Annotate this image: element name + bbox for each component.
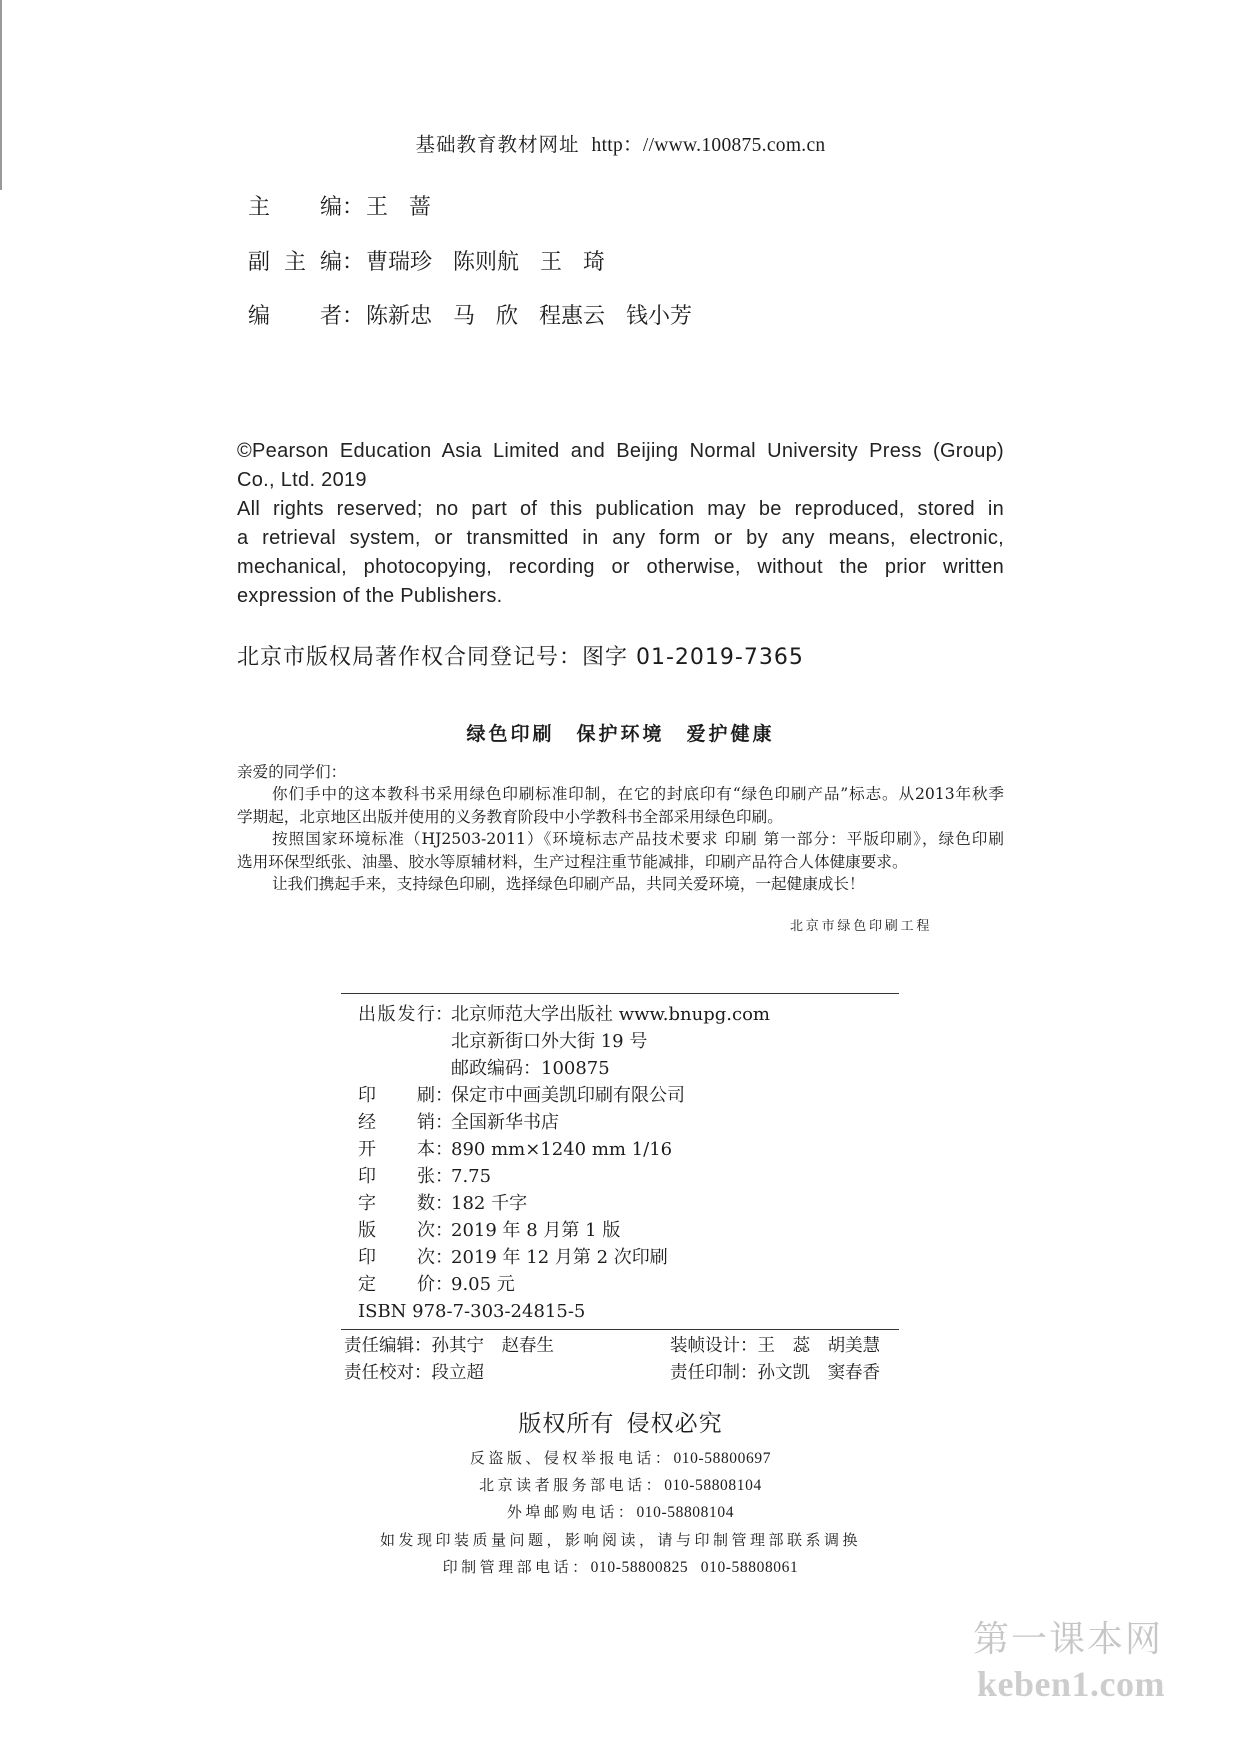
staff-label: 责任校对 bbox=[344, 1363, 414, 1383]
hotline-label: 反盗版、侵权举报电话： bbox=[469, 1449, 674, 1467]
watermark-site-url: keben1.com bbox=[977, 1664, 1165, 1704]
quality-issue-note bbox=[0, 1527, 1241, 1554]
colon: ： bbox=[435, 1220, 453, 1241]
pub-row-isbn bbox=[358, 1298, 898, 1325]
pub-label: 版 次 bbox=[358, 1220, 435, 1241]
pub-row-address bbox=[358, 1028, 898, 1055]
staff-print-supervisor bbox=[670, 1360, 880, 1387]
slogan-phrase: 保护环境 bbox=[576, 723, 665, 745]
pub-row-distributor bbox=[358, 1109, 898, 1136]
colon: ： bbox=[435, 1193, 453, 1214]
pub-label: 出版发行 bbox=[358, 1004, 435, 1025]
editor-role: 主 编 bbox=[248, 195, 342, 220]
pub-value: 全国新华书店 bbox=[451, 1112, 559, 1133]
colon: ： bbox=[414, 1363, 432, 1383]
hotline-label: 如发现印装质量问题，影响阅读，请与印制管理部联系调换 bbox=[379, 1530, 861, 1549]
pub-row-impression bbox=[358, 1244, 898, 1271]
pub-row-printer bbox=[358, 1082, 898, 1109]
colon: ： bbox=[740, 1336, 758, 1356]
colon: ： bbox=[342, 250, 365, 275]
divider-bottom bbox=[341, 1329, 899, 1330]
pub-row-word-count bbox=[358, 1190, 898, 1217]
chief-editor-row bbox=[248, 194, 431, 222]
pub-label: 印 刷 bbox=[358, 1085, 435, 1106]
publication-info bbox=[358, 1001, 898, 1325]
staff-names: 王 蕊 胡美慧 bbox=[757, 1336, 881, 1356]
editor-names: 陈新忠 马 欣 程惠云 钱小芳 bbox=[366, 304, 692, 329]
slogan-phrase: 绿色印刷 bbox=[466, 723, 555, 745]
hotline-reader-service bbox=[0, 1472, 1241, 1499]
pub-row-sheets bbox=[358, 1163, 898, 1190]
editor-role: 副 主 编 bbox=[248, 250, 342, 275]
pub-value: 北京新街口外大街 19 号 bbox=[451, 1031, 648, 1052]
pub-value: 9.05 元 bbox=[451, 1274, 515, 1295]
hotline-mail-order bbox=[0, 1499, 1241, 1526]
pub-value: 2019 年 12 月第 2 次印刷 bbox=[451, 1247, 668, 1268]
notice-line: Co., Ltd. 2019 bbox=[237, 469, 367, 491]
textbook-website-line bbox=[0, 133, 1241, 158]
letter-line: 亲爱的同学们： bbox=[237, 763, 347, 781]
staff-names: 段立超 bbox=[431, 1363, 484, 1383]
staff-names: 孙文凯 窦春香 bbox=[757, 1363, 881, 1383]
staff-credits bbox=[0, 1333, 1241, 1387]
watermark-site-name: 第一课本网 bbox=[973, 1619, 1164, 1660]
scan-edge-artifact bbox=[0, 0, 2, 190]
pub-value: 北京师范大学出版社 www.bnupg.com bbox=[451, 1004, 770, 1025]
hotline-print-management bbox=[0, 1554, 1241, 1581]
hotline-number: 010-58800825 010-58808061 bbox=[590, 1558, 799, 1576]
letter-line: 学期起，北京地区出版并使用的义务教育阶段中小学教科书全部采用绿色印刷。 bbox=[237, 807, 783, 826]
pub-label: 定 价 bbox=[358, 1274, 435, 1295]
colon: ： bbox=[435, 1247, 453, 1268]
staff-binding-design bbox=[670, 1333, 880, 1360]
green-printing-letter bbox=[237, 761, 1004, 895]
colon: ： bbox=[435, 1004, 453, 1025]
pub-label: 字 数 bbox=[358, 1193, 435, 1214]
colon: ： bbox=[435, 1085, 453, 1106]
pub-value: 890 mm×1240 mm 1/16 bbox=[451, 1139, 673, 1160]
letter-line: 让我们携起手来，支持绿色印刷，选择绿色印刷产品，共同关爱环境，一起健康成长！ bbox=[272, 874, 865, 893]
pub-value: 保定市中画美凯印刷有限公司 bbox=[451, 1085, 685, 1106]
pub-label: 印 张 bbox=[358, 1166, 435, 1187]
pub-label: 开 本 bbox=[358, 1139, 435, 1160]
staff-responsible-editor bbox=[344, 1333, 554, 1360]
hotline-anti-piracy bbox=[0, 1445, 1241, 1472]
hotline-list bbox=[0, 1445, 1241, 1581]
letter-line: 你们手中的这本教科书采用绿色印刷标准印制，在它的封底印有“绿色印刷产品”标志。从2013年秋季 bbox=[272, 785, 1004, 804]
editor-names: 曹瑞珍 陈则航 王 琦 bbox=[366, 250, 605, 275]
colon: ： bbox=[435, 1112, 453, 1133]
editor-role: 编 者 bbox=[248, 304, 342, 329]
hotline-label: 印制管理部电话： bbox=[442, 1557, 591, 1576]
pub-label: 印 次 bbox=[358, 1247, 435, 1268]
notice-line: mechanical, photocopying, recording or otherwise, without the prior written bbox=[237, 556, 1004, 578]
colon: ： bbox=[414, 1336, 432, 1356]
website-url: http：//www.100875.com.cn bbox=[591, 135, 826, 156]
pub-row-edition bbox=[358, 1217, 898, 1244]
pub-value: 2019 年 8 月第 1 版 bbox=[451, 1220, 621, 1241]
notice-line: a retrieval system, or transmitted in any form or by any means, electronic, bbox=[237, 527, 1004, 549]
colon: ： bbox=[342, 195, 365, 220]
hotline-label: 北京读者服务部电话： bbox=[479, 1476, 665, 1495]
green-printing-signature: 北京市绿色印刷工程 bbox=[790, 919, 933, 934]
editor-credits bbox=[248, 194, 848, 334]
notice-line: All rights reserved; no part of this publication may be reproduced, stored in bbox=[237, 498, 1004, 520]
colon: ： bbox=[342, 304, 365, 329]
staff-label: 装帧设计 bbox=[670, 1336, 740, 1356]
pub-row-price bbox=[358, 1271, 898, 1298]
pub-row-publisher bbox=[358, 1001, 898, 1028]
rights-reserved-title: 版权所有 侵权必究 bbox=[518, 1411, 723, 1437]
hotline-label: 外埠邮购电话： bbox=[506, 1503, 637, 1522]
staff-proofreader bbox=[344, 1360, 484, 1387]
staff-label: 责任编辑 bbox=[344, 1336, 414, 1356]
pub-row-postcode bbox=[358, 1055, 898, 1082]
pub-value: 邮政编码：100875 bbox=[451, 1058, 610, 1079]
pub-value: 7.75 bbox=[451, 1166, 492, 1187]
pub-value: 182 千字 bbox=[451, 1193, 528, 1214]
pub-label: 经 销 bbox=[358, 1112, 435, 1133]
slogan-phrase: 爱护健康 bbox=[686, 723, 775, 745]
colon: ： bbox=[435, 1274, 453, 1295]
authors-row bbox=[248, 303, 692, 331]
staff-label: 责任印制 bbox=[670, 1363, 740, 1383]
divider-top bbox=[341, 993, 899, 994]
notice-line: expression of the Publishers. bbox=[237, 585, 503, 607]
colon: ： bbox=[740, 1363, 758, 1383]
pub-row-format bbox=[358, 1136, 898, 1163]
english-copyright-notice bbox=[237, 437, 1004, 611]
green-printing-slogan bbox=[0, 722, 1241, 746]
colon: ： bbox=[435, 1139, 453, 1160]
website-label: 基础教育教材网址 bbox=[415, 133, 580, 156]
colon: ： bbox=[435, 1166, 453, 1187]
hotline-number: 010-58800697 bbox=[673, 1450, 772, 1467]
hotline-number: 010-58808104 bbox=[636, 1504, 735, 1522]
deputy-editor-row bbox=[248, 249, 605, 277]
letter-line: 选用环保型纸张、油墨、胶水等原辅材料，生产过程注重节能减排，印刷产品符合人体健康要求。 bbox=[237, 852, 908, 871]
notice-line: ©Pearson Education Asia Limited and Beijing Normal University Press (Group) bbox=[237, 440, 1004, 462]
isbn: ISBN 978-7-303-24815-5 bbox=[358, 1301, 586, 1322]
editor-names: 王 蔷 bbox=[366, 195, 431, 220]
staff-names: 孙其宁 赵春生 bbox=[431, 1336, 555, 1356]
copyright-registration-number: 北京市版权局著作权合同登记号：图字 01-2019-7365 bbox=[237, 645, 804, 670]
letter-line: 按照国家环境标准（HJ2503-2011）《环境标志产品技术要求 印刷 第一部分：平版印刷》，绿色印刷 bbox=[272, 830, 1004, 849]
hotline-number: 010-58808104 bbox=[664, 1477, 762, 1495]
